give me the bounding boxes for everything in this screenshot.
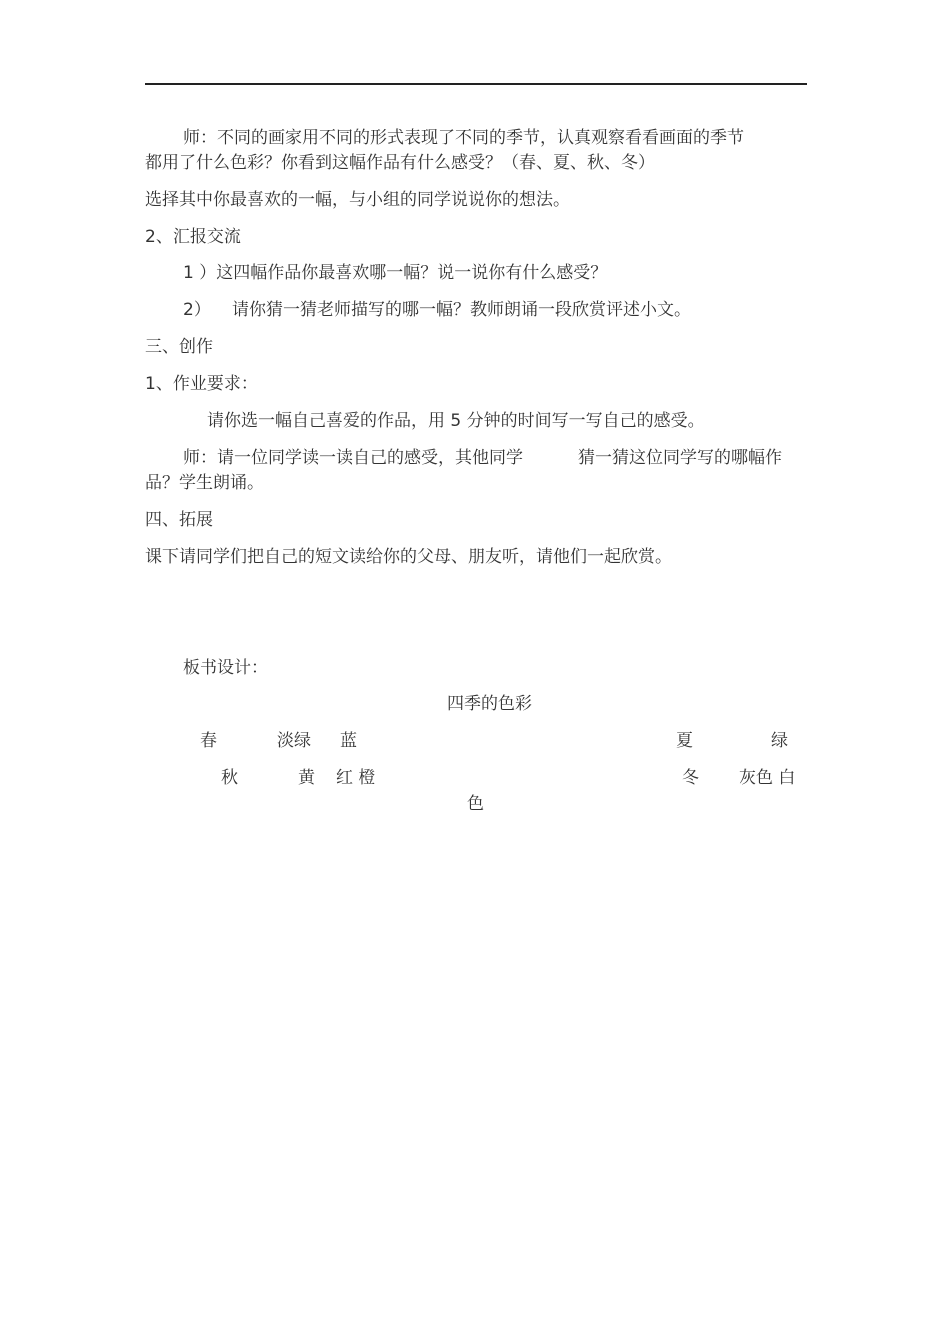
board-winter-color-2: 色 (467, 794, 484, 814)
section-report-heading: 2、汇报交流 (145, 227, 241, 247)
teacher-question-line1: 师：不同的画家用不同的形式表现了不同的季节，认真观察看看画面的季节 (183, 128, 744, 148)
board-summer-color-1: 绿 (771, 731, 788, 751)
section-extend-heading: 四、拓展 (145, 510, 213, 530)
board-summer: 夏 (676, 731, 693, 751)
homework-heading: 1、作业要求： (145, 374, 258, 394)
report-question-2-text: 请你猜一猜老师描写的哪一幅？教师朗诵一段欣赏评述小文。 (232, 300, 691, 320)
board-autumn-color-2: 红 橙 (336, 768, 376, 788)
teacher-instruction-line2: 品？学生朗诵。 (145, 473, 264, 493)
board-design-label: 板书设计： (183, 658, 268, 678)
board-winter-color-1: 灰色 白 (739, 768, 796, 788)
header-rule (145, 83, 807, 85)
board-spring-color-2: 蓝 (340, 731, 357, 751)
section-create-heading: 三、创作 (145, 337, 213, 357)
board-winter: 冬 (682, 768, 699, 788)
board-spring-color-1: 淡绿 (277, 731, 311, 751)
teacher-instruction-line1b: 猜一猜这位同学写的哪幅作 (578, 448, 782, 468)
teacher-question-line2: 都用了什么色彩？你看到这幅作品有什么感受？（春、夏、秋、冬） (145, 153, 655, 173)
board-spring: 春 (200, 731, 217, 751)
teacher-instruction-line1a: 师：请一位同学读一读自己的感受，其他同学 (183, 448, 523, 468)
board-autumn: 秋 (221, 768, 238, 788)
board-title: 四季的色彩 (447, 694, 532, 714)
report-question-2-number: 2） (183, 300, 211, 320)
extend-text: 课下请同学们把自己的短文读给你的父母、朋友听，请他们一起欣赏。 (145, 547, 672, 567)
group-discussion-text: 选择其中你最喜欢的一幅，与小组的同学说说你的想法。 (145, 190, 570, 210)
report-question-1: 1 ）这四幅作品你最喜欢哪一幅？说一说你有什么感受？ (183, 263, 608, 283)
homework-text: 请你选一幅自己喜爱的作品，用 5 分钟的时间写一写自己的感受。 (207, 411, 705, 431)
board-autumn-color-1: 黄 (298, 768, 315, 788)
